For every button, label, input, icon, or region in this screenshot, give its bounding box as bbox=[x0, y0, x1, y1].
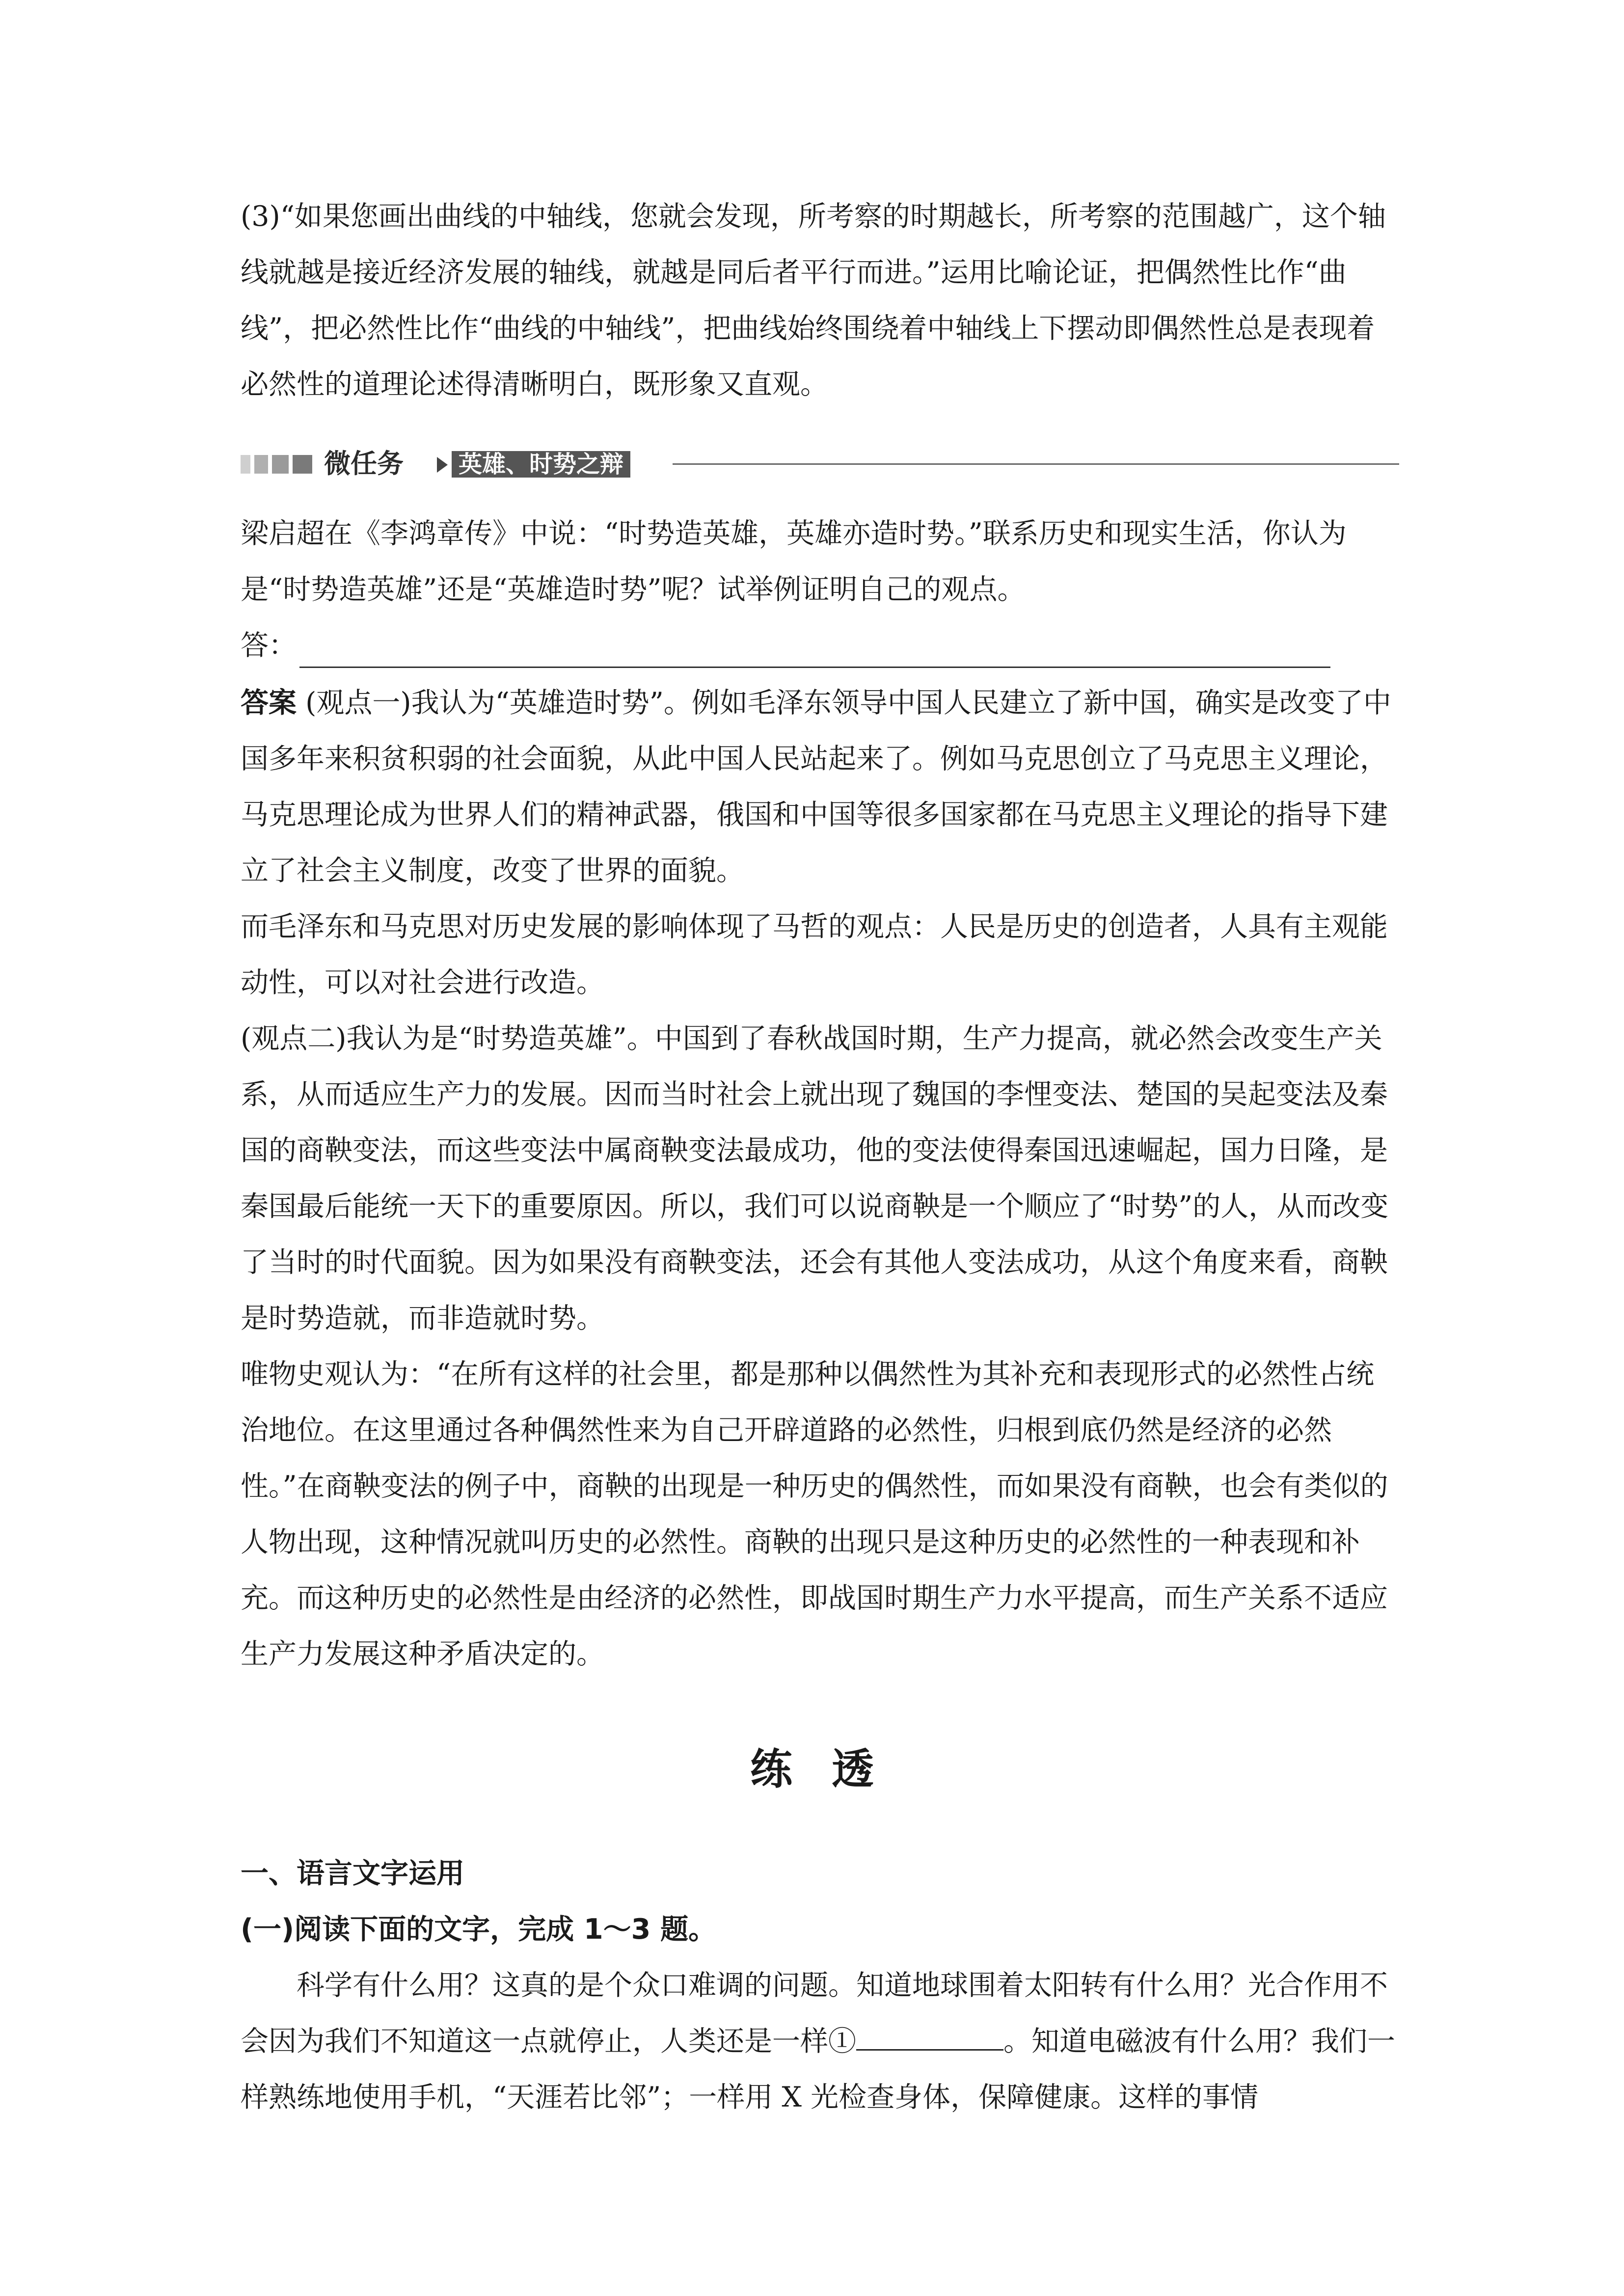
passage-text-1: 科学有什么用？这真的是个众口难调的问题。知道地球围着太阳转有什么用？光合作用不会因为我们不知道这一点就停止，人类还是一样① bbox=[241, 1969, 1388, 2057]
decor-square bbox=[293, 455, 312, 474]
answer-v1-text: (观点一)我认为“英雄造时势”。例如毛泽东领导中国人民建立了新中国，确实是改变了中国多年来积贫积弱的社会面貌，从此中国人民站起来了。例如马克思创立了马克思主义理论，马克思理论成为世界人们的精神武器，俄国和中国等很多国家都在马克思主义理论的指导下建立了社会主义制度，改变了世界的面貌。 bbox=[241, 687, 1391, 887]
decor-square bbox=[241, 455, 250, 474]
passage-text-2: 。知道电磁波有什么用？我们一样熟练地使用手机，“天涯若比邻”；一样用 X 光检查身体，保障健康。这样的事情 bbox=[241, 2025, 1395, 2113]
blank-1 bbox=[856, 2021, 1003, 2051]
answer-viewpoint-3: 唯物史观认为：“在所有这样的社会里，都是那种以偶然性为其补充和表现形式的必然性占统治地位。在这里通过各种偶然性来为自己开辟道路的必然性，归根到底仍然是经济的必然性。”在商鞅变法的例子中，商鞅的出现是一种历史的偶然性，而如果没有商鞅，也会有类似的人物出现，这种情况就叫历史的必然性。商鞅的出现只是这种历史的必然性的一种表现和补充。而这种历史的必然性是由经济的必然性，即战国时期生产力水平提高，而生产关系不适应生产力发展这种矛盾决定的。 bbox=[241, 1358, 1388, 1670]
triangle-icon bbox=[437, 457, 448, 473]
part1-subheading: (一)阅读下面的文字，完成 1～3 题。 bbox=[241, 1913, 717, 1946]
section-badge: 英雄、时势之辩 bbox=[452, 451, 630, 478]
answer-viewpoint-2: (观点二)我认为是“时势造英雄”。中国到了春秋战国时期，生产力提高，就必然会改变生产关系，从而适应生产力的发展。因而当时社会上就出现了魏国的李悝变法、楚国的吴起变法及秦国的商鞅变法，而这些变法中属商鞅变法最成功，他的变法使得秦国迅速崛起，国力日隆，是秦国最后能统一天下的重要原因。所以，我们可以说商鞅是一个顺应了“时势”的人，从而改变了当时的时代面貌。因为如果没有商鞅变法，还会有其他人变法成功，从这个角度来看，商鞅是时势造就，而非造就时势。 bbox=[241, 1022, 1389, 1335]
section-title: 微任务 bbox=[324, 448, 404, 479]
decor-square bbox=[254, 455, 268, 474]
section-header bbox=[241, 449, 1399, 479]
answer-label: 答案 bbox=[241, 686, 297, 719]
section-title-lianxi: 练透 bbox=[750, 1744, 913, 1794]
answer-line bbox=[299, 667, 1330, 668]
part1-heading: 一、语言文字运用 bbox=[241, 1857, 464, 1890]
paragraph-3: (3)“如果您画出曲线的中轴线，您就会发现，所考察的时期越长，所考察的范围越广，这个轴线就越是接近经济发展的轴线，就越是同后者平行而进。”运用比喻论证，把偶然性比作“曲线”，把必然性比作“曲线的中轴线”，把曲线始终围绕着中轴线上下摆动即偶然性总是表现着必然性的道理论述得清晰明白，既形象又直观。 bbox=[241, 200, 1386, 400]
answer-spacer bbox=[297, 687, 305, 719]
section-rule bbox=[673, 463, 1399, 465]
answer-prompt: 答： bbox=[241, 629, 297, 662]
decor-square bbox=[272, 455, 289, 474]
answer-viewpoint-1b: 而毛泽东和马克思对历史发展的影响体现了马哲的观点：人民是历史的创造者，人具有主观能动性，可以对社会进行改造。 bbox=[241, 910, 1388, 999]
reading-passage bbox=[241, 1957, 1399, 2125]
answer-viewpoint-1 bbox=[241, 675, 1399, 899]
question-text: 梁启超在《李鸿章传》中说：“时势造英雄，英雄亦造时势。”联系历史和现实生活，你认为是“时势造英雄”还是“英雄造时势”呢？试举例证明自己的观点。 bbox=[241, 517, 1347, 606]
